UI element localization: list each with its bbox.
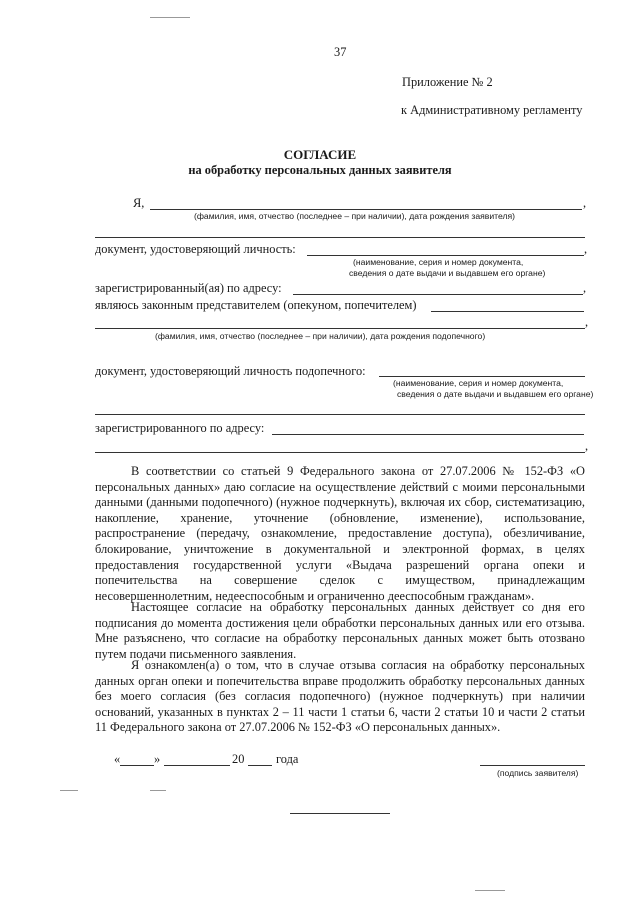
- annex-line-1: Приложение № 2: [402, 75, 493, 89]
- document-subtitle: на обработку персональных данных заявителя: [188, 163, 452, 177]
- scan-artifact: [60, 790, 78, 791]
- applicant-name-line[interactable]: [150, 209, 582, 210]
- ward-address-label: зарегистрированного по адресу:: [95, 421, 265, 435]
- consent-paragraph-1-text: В соответствии со статьей 9 Федерального закона от 27.07.2006 № 152-ФЗ «О персональных данных» даю согласие на осуществление действий с моими персональными данными (данными подопечного) (нужное подчеркнуть), включая их сбор, систематизацию, накопление, хранение, уточнение (обновление, изменение), использование, распространение (передачу, ознакомление, предоставление доступа), обезличивание, блокирование, уничтожение в документальной и электронной формах, в целях предоставления государственной услуги «Выдача разрешений органа опеки и попечительства на совершение сделок с имуществом, принадлежащим несовершеннолетним, недееспособным и ограниченно дееспособным гражданам».: [95, 464, 585, 603]
- consent-paragraph-1: [95, 464, 585, 604]
- scan-artifact: [475, 890, 505, 891]
- ward-document-line[interactable]: [379, 376, 585, 377]
- applicant-extra-line[interactable]: [95, 237, 585, 238]
- ward-name-comma: ,: [585, 315, 589, 329]
- applicant-document-caption-1: (наименование, серия и номер документа,: [353, 257, 524, 267]
- ward-document-caption-2: сведения о дате выдачи и выдавшем его органе): [397, 389, 594, 399]
- date-year-word: года: [276, 752, 299, 766]
- consent-paragraph-3-text: Я ознакомлен(а) о том, что в случае отзыва согласия на обработку персональных данных орган опеки и попечительства вправе продолжить обработку персональных данных без моего согласия (без согласия подопечного) (нужное подчеркнуть) при наличии оснований, указанных в пунктах 2 – 11 части 1 статьи 6, части 2 статьи 10 и части 2 статьи 11 Федерального закона от 27.07.2006 № 152-ФЗ «О персональных данных».: [95, 658, 585, 735]
- applicant-address-label: зарегистрированный(ая) по адресу:: [95, 281, 282, 295]
- applicant-document-line[interactable]: [307, 255, 584, 256]
- footer-rule: [290, 813, 390, 814]
- consent-paragraph-2-text: Настоящее согласие на обработку персональных данных действует со дня его подписания до момента достижения цели обработки персональных данных или его отзыва. Мне разъяснено, что согласие на обработку персональных данных может быть отозвано путем подачи письменного заявления.: [95, 600, 585, 661]
- page-number: 37: [334, 45, 347, 59]
- applicant-document-label: документ, удостоверяющий личность:: [95, 242, 296, 256]
- consent-paragraph-2: [95, 600, 585, 662]
- ward-name-line[interactable]: [95, 328, 585, 329]
- date-year-line[interactable]: [248, 765, 272, 766]
- date-open-quote: «: [114, 752, 121, 766]
- scan-artifact: [150, 790, 166, 791]
- ward-document-caption-1: (наименование, серия и номер документа,: [393, 378, 564, 388]
- applicant-document-caption-2: сведения о дате выдачи и выдавшем его органе): [349, 268, 546, 278]
- ward-address-extra-line[interactable]: [95, 452, 585, 453]
- scan-artifact: [150, 17, 190, 18]
- applicant-document-comma: ,: [584, 242, 588, 256]
- ward-document-label: документ, удостоверяющий личность подопечного:: [95, 364, 366, 378]
- applicant-address-line[interactable]: [293, 294, 583, 295]
- annex-line-2: к Административному регламенту: [401, 103, 583, 117]
- guardian-label: являюсь законным представителем (опекуном, попечителем): [95, 298, 417, 312]
- applicant-address-comma: ,: [583, 281, 587, 295]
- applicant-name-caption: (фамилия, имя, отчество (последнее – при наличии), дата рождения заявителя): [194, 211, 516, 221]
- date-century: 20: [232, 752, 245, 766]
- applicant-comma: ,: [583, 196, 587, 210]
- signature-line[interactable]: [480, 765, 585, 766]
- ward-document-extra-line[interactable]: [95, 414, 585, 415]
- signature-caption: (подпись заявителя): [497, 768, 579, 778]
- date-month-line[interactable]: [164, 765, 230, 766]
- guardian-line[interactable]: [431, 311, 584, 312]
- ward-address-line[interactable]: [272, 434, 584, 435]
- ward-name-caption: (фамилия, имя, отчество (последнее – при наличии), дата рождения подопечного): [155, 331, 486, 341]
- date-close-quote: »: [154, 752, 161, 766]
- date-day-line[interactable]: [120, 765, 154, 766]
- applicant-prefix: Я,: [133, 196, 145, 210]
- consent-paragraph-3: [95, 658, 585, 736]
- document-title: СОГЛАСИЕ: [283, 147, 357, 162]
- ward-address-comma: ,: [585, 439, 589, 453]
